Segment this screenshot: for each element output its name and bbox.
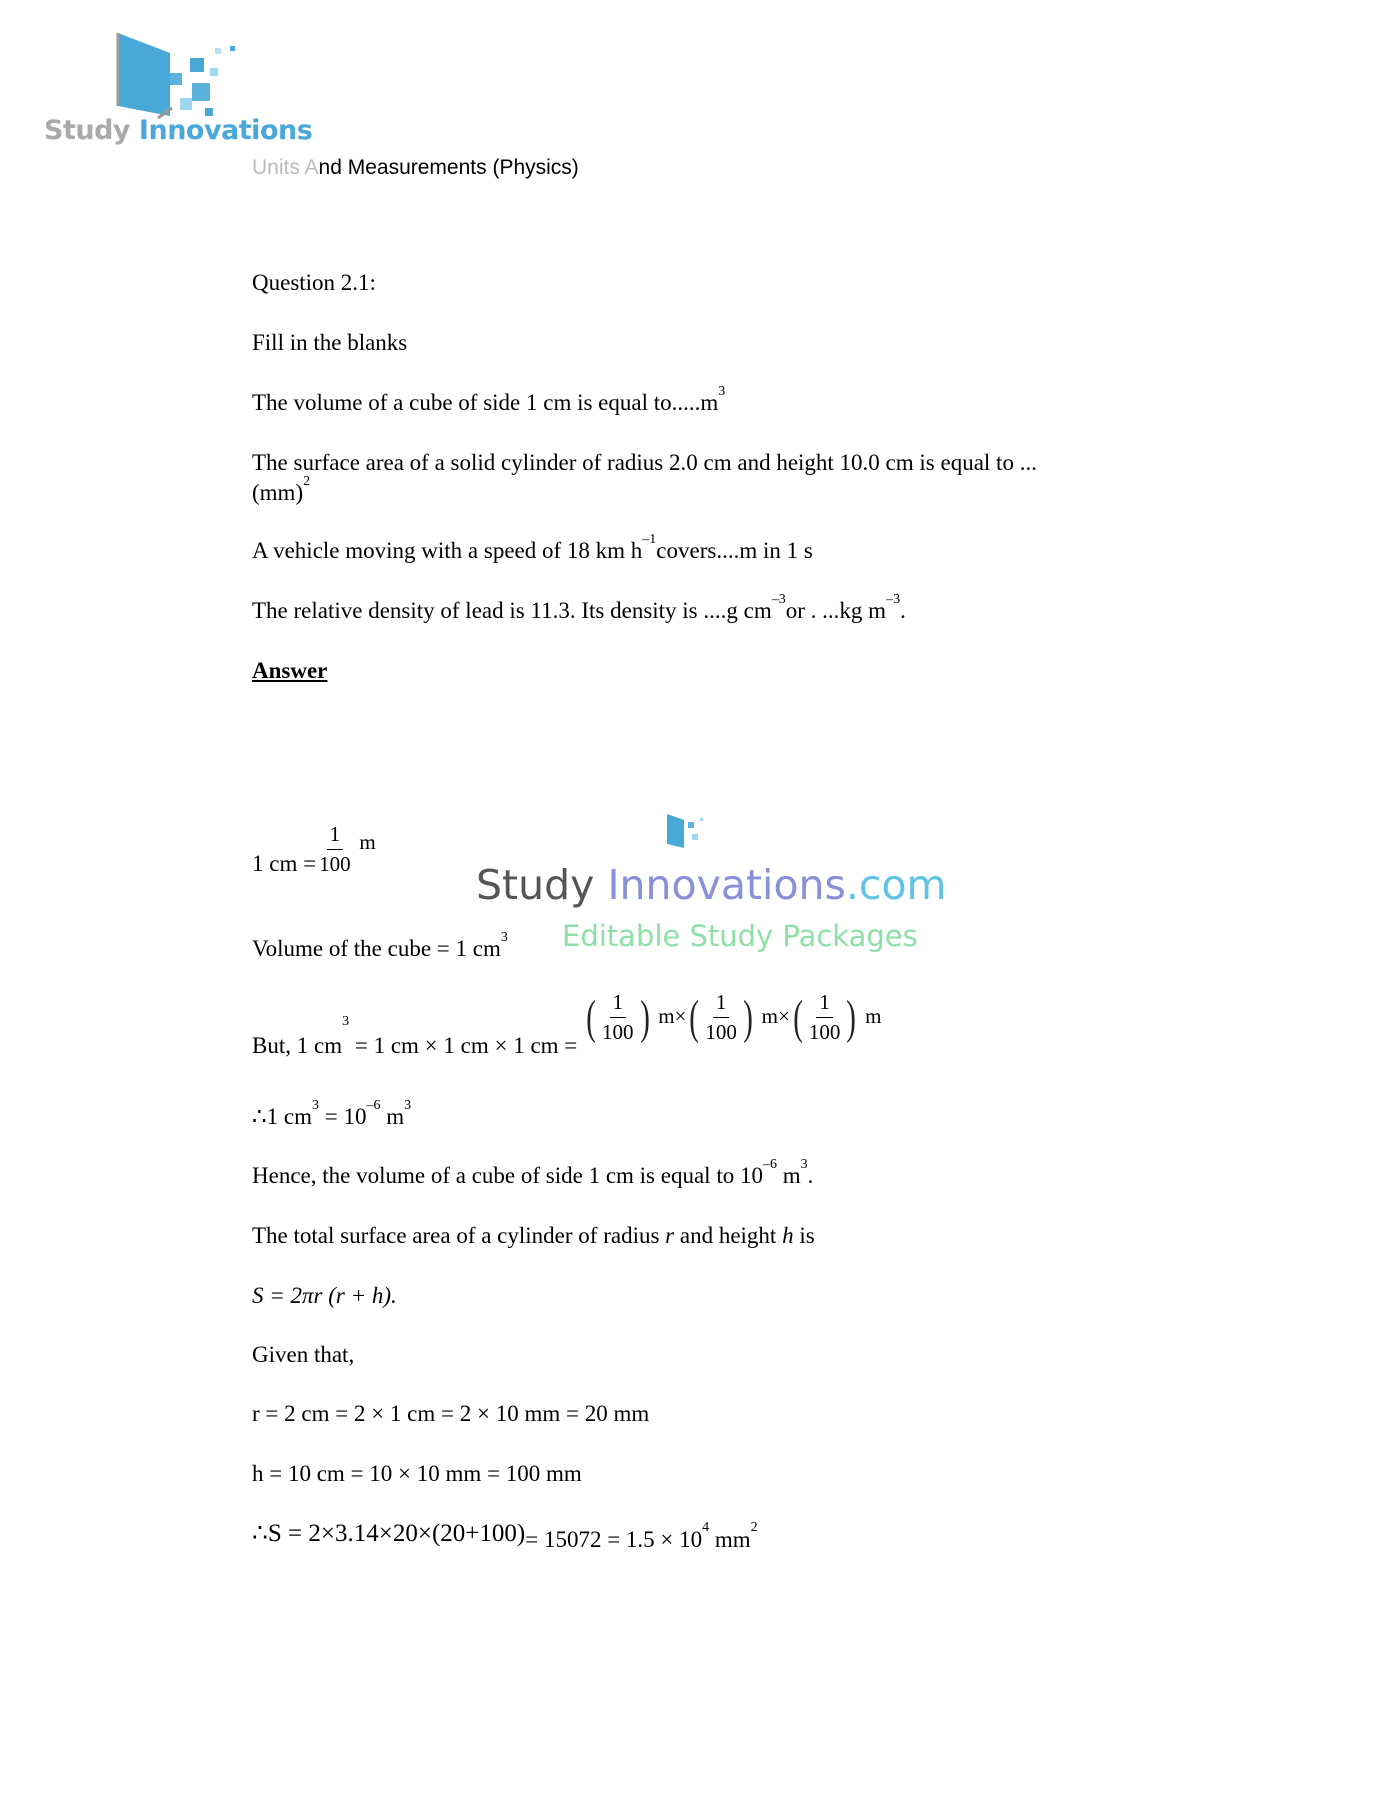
numerator: 1 [327, 822, 344, 850]
denominator: 100 [319, 852, 351, 876]
sup: 3 [311, 1098, 319, 1113]
formula: ∴S = 2×3.14×20×(20+100) [252, 1520, 526, 1547]
text: m [776, 1163, 801, 1188]
sup: 3 [718, 384, 726, 399]
times: m× [761, 1003, 790, 1028]
times: m× [658, 1003, 687, 1028]
q1-text: The volume of a cube of side 1 cm is equal to.....m [252, 390, 719, 415]
paren: ) [743, 991, 753, 1044]
sup: 3 [404, 1098, 412, 1113]
paren: ( [689, 991, 700, 1044]
sup: 2 [303, 474, 311, 489]
question-part-1 [252, 384, 726, 415]
answer-line-8: Given that, [252, 1342, 355, 1367]
question-part-2: The surface area of a solid cylinder of radius 2.0 cm and height 10.0 cm is equal to ... [252, 450, 1037, 475]
question-intro: Fill in the blanks [252, 330, 408, 355]
fraction: $\frac{1}{100}$ [808, 990, 841, 1044]
watermark-logo [662, 812, 722, 856]
sup: 3 [342, 1014, 350, 1029]
question-label: Question 2.1: [252, 270, 376, 295]
fraction: $\frac{1}{100}$ [705, 990, 737, 1044]
answer-line-10: h = 10 cm = 10 × 10 mm = 100 mm [252, 1461, 582, 1486]
text: = 15072 = 1.5 × 10 [525, 1527, 703, 1552]
q4-end: . [900, 598, 906, 623]
text: Hence, the volume of a cube of side 1 cm is equal to 10 [252, 1163, 763, 1188]
text: and height [674, 1223, 783, 1248]
answer-line-3 [252, 990, 882, 1058]
text: = 1 cm × 1 cm × 1 cm = [349, 1032, 578, 1058]
answer-line-9: r = 2 cm = 2 × 1 cm = 2 × 10 mm = 20 mm [252, 1401, 650, 1426]
question-part-3 [252, 532, 813, 563]
text: 1 cm = [252, 850, 317, 876]
sup: –6 [366, 1098, 381, 1113]
text: The total surface area of a cylinder of radius [252, 1223, 666, 1248]
answer-heading: Answer [252, 658, 328, 683]
text: But, 1 cm [252, 1032, 343, 1058]
q4-text-b: or . ...kg m [785, 598, 887, 623]
text: ∴1 cm [252, 1104, 312, 1129]
fraction: $\frac{1}{100}$ [602, 990, 634, 1044]
unit: m [359, 829, 376, 854]
answer-line-11 [252, 1520, 758, 1552]
answer-line-1 [252, 822, 376, 893]
sup: –3 [771, 592, 786, 607]
sup: 3 [500, 930, 508, 945]
watermark-tagline: Editable Study Packages [562, 919, 918, 953]
sup: –6 [762, 1157, 777, 1172]
watermark-brand [476, 863, 946, 908]
logo-text [44, 116, 312, 146]
watermark-brand-a: Study [476, 861, 595, 909]
q3-text: A vehicle moving with a speed of 18 km h [252, 538, 643, 563]
answer-line-7: S = 2πr (r + h). [252, 1283, 397, 1308]
watermark-brand-c: .com [845, 861, 947, 909]
logo-brand-a: Study [44, 115, 131, 146]
sup: 2 [750, 1520, 758, 1535]
sup: –1 [642, 532, 657, 547]
var-r: r [665, 1223, 675, 1248]
paren: ( [586, 991, 596, 1044]
question-part-4 [252, 592, 906, 623]
var-h: h [782, 1223, 794, 1248]
sup: –3 [886, 592, 901, 607]
question-part-2-unit [252, 474, 311, 505]
text: Volume of the cube = 1 cm [252, 936, 501, 961]
answer-line-6 [252, 1224, 815, 1247]
paren: ( [793, 991, 803, 1044]
sup: 3 [800, 1157, 808, 1172]
q2-unit: (mm) [252, 480, 304, 505]
q4-text: The relative density of lead is 11.3. Its density is ....g cm [252, 598, 772, 623]
text: = 10 [318, 1104, 367, 1129]
paren: ) [639, 991, 650, 1044]
watermark-brand-b: Innovations [607, 861, 846, 909]
unit: m [865, 1003, 882, 1028]
fraction [319, 822, 351, 877]
answer-line-2 [252, 930, 508, 961]
text: is [793, 1223, 815, 1248]
header-title: nd Measurements (Physics) [318, 156, 579, 179]
q3-text-b: covers....m in 1 s [656, 538, 813, 563]
paren: ) [846, 991, 857, 1044]
sup: 4 [702, 1520, 710, 1535]
logo-brand-b: Innovations [138, 115, 313, 146]
header-title-faded: Units A [252, 156, 319, 179]
text: . [807, 1163, 814, 1188]
answer-line-5 [252, 1157, 814, 1188]
answer-line-4 [252, 1098, 412, 1129]
page-header [252, 156, 579, 179]
text: mm [709, 1527, 751, 1552]
text: m [380, 1104, 405, 1129]
